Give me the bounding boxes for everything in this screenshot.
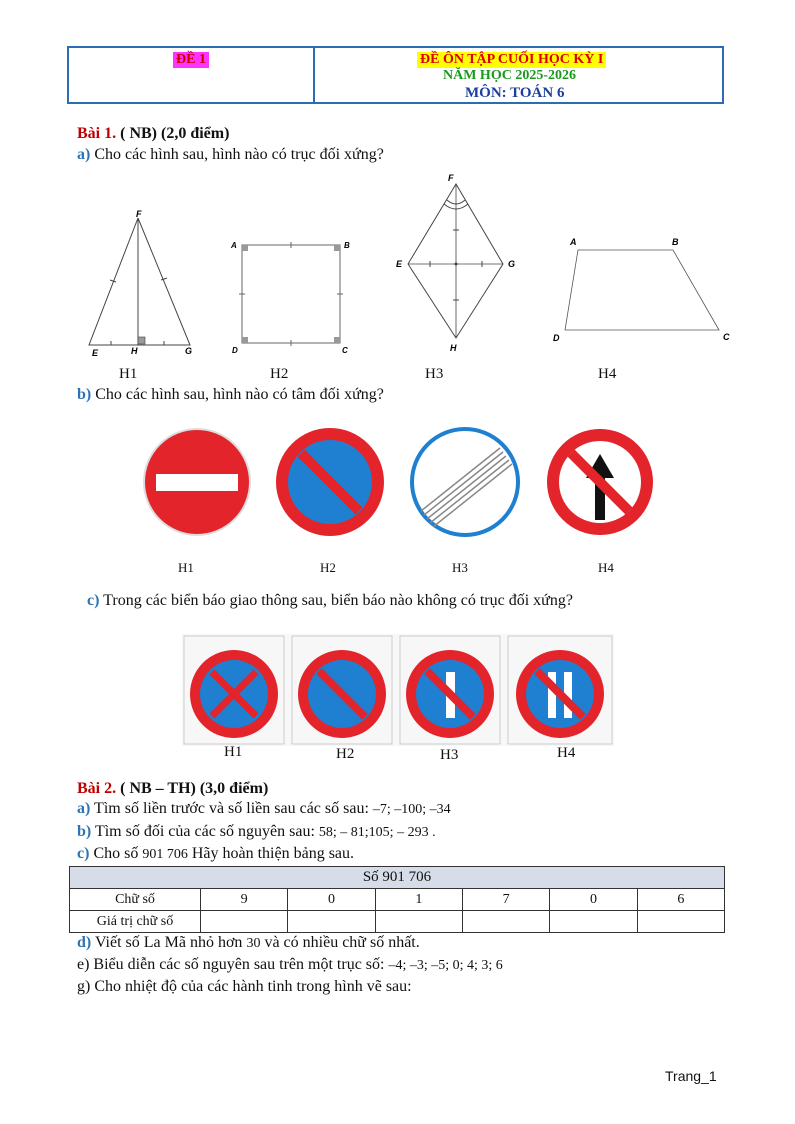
figure-h3-rhombus xyxy=(396,173,515,353)
h3-point-f: F xyxy=(448,173,454,183)
h2-point-d: D xyxy=(232,346,238,355)
sign-end-restrictions xyxy=(412,429,518,535)
bai1-a-label: a) xyxy=(77,146,91,163)
figure-h1-triangle xyxy=(89,209,192,358)
bai2-a-math: –7; –100; –34 xyxy=(372,802,451,817)
fig-c-label-1: H1 xyxy=(224,744,243,760)
table-header: Số 901 706 xyxy=(70,867,725,889)
value-cell[interactable] xyxy=(462,911,549,933)
bai2-b-label: b) xyxy=(77,823,92,840)
h1-point-mid: H xyxy=(131,346,138,356)
fig-c-label-2: H2 xyxy=(336,746,355,762)
bai1-a-text: Cho các hình sau, hình nào có trục đối xứng? xyxy=(94,146,384,163)
h1-point-right: G xyxy=(185,346,193,356)
digit-cell: 9 xyxy=(201,889,288,911)
bai2-b-math: 58; – 81;105; – 293 . xyxy=(318,825,436,840)
figure-h2-square xyxy=(230,241,350,355)
fig-c-label-3: H3 xyxy=(440,747,459,763)
row-label-value: Giá trị chữ số xyxy=(70,911,201,933)
bai2-d xyxy=(77,934,420,952)
bai2-c-text-pre: Cho số xyxy=(93,845,139,862)
bai2-c-text-post: Hãy hoàn thiện bảng sau. xyxy=(191,845,355,862)
sign-no-stopping xyxy=(190,650,278,738)
fig-b-label-4: H4 xyxy=(598,560,614,575)
h2-point-a: A xyxy=(231,241,237,250)
h1-point-left: E xyxy=(92,348,99,358)
bai1-b-label: b) xyxy=(77,386,92,403)
bai2-g-text: g) Cho nhiệt độ của các hành tinh trong hình vẽ sau: xyxy=(77,978,412,995)
fig-c-label-4: H4 xyxy=(557,745,576,761)
h3-point-h: H xyxy=(450,343,457,353)
digit-table xyxy=(69,866,725,933)
digit-cell: 0 xyxy=(550,889,637,911)
bai2-title: Bài 2. xyxy=(77,780,117,797)
h3-point-e: E xyxy=(396,259,403,269)
page-number: Trang_1 xyxy=(665,1068,717,1084)
bai2-d-text-pre: Viết số La Mã nhỏ hơn xyxy=(94,934,243,951)
h2-point-b: B xyxy=(344,241,350,250)
sign-no-parking xyxy=(276,428,384,536)
fig-b-label-2: H2 xyxy=(320,560,336,575)
bai2-tag: ( NB – TH) (3,0 điểm) xyxy=(120,780,269,797)
table-row xyxy=(70,889,725,911)
sign-no-parking-even-days xyxy=(516,650,604,738)
bai1-b-text: Cho các hình sau, hình nào có tâm đối xứng? xyxy=(95,386,384,403)
bai2-c-label: c) xyxy=(77,845,90,862)
bai2-a xyxy=(77,800,451,818)
bai2-d-text-post: và có nhiều chữ số nhất. xyxy=(264,934,420,951)
fig-a-label-2: H2 xyxy=(270,366,289,382)
digit-cell: 7 xyxy=(462,889,549,911)
bai2-e-math: –4; –3; –5; 0; 4; 3; 6 xyxy=(388,958,503,973)
bai2-c-number: 901 706 xyxy=(142,847,188,862)
bai2-d-num: 30 xyxy=(246,936,261,951)
value-cell[interactable] xyxy=(288,911,375,933)
fig-a-label-4: H4 xyxy=(598,366,617,382)
bai2-g xyxy=(77,978,412,996)
bai2-b xyxy=(77,823,436,841)
bai1-c xyxy=(87,592,573,610)
bai1-title: Bài 1. xyxy=(77,125,117,142)
exam-title: ĐỀ ÔN TẬP CUỐI HỌC KỲ I xyxy=(417,52,606,68)
bai2-a-label: a) xyxy=(77,800,91,817)
digit-cell: 6 xyxy=(637,889,724,911)
fig-a-label-1: H1 xyxy=(119,366,138,382)
h1-point-top: F xyxy=(136,209,142,219)
school-year: NĂM HỌC 2025-2026 xyxy=(443,68,576,83)
bai2-a-text: Tìm số liền trước và số liền sau các số sau: xyxy=(94,800,369,817)
bai1-c-text: Trong các biển báo giao thông sau, biển báo nào không có trục đối xứng? xyxy=(103,592,573,609)
bai2-d-label: d) xyxy=(77,934,92,951)
fig-a-label-3: H3 xyxy=(425,366,444,382)
bai1-b xyxy=(77,386,384,404)
fig-b-label-3: H3 xyxy=(452,560,468,575)
sign-no-straight xyxy=(547,429,653,535)
value-cell[interactable] xyxy=(550,911,637,933)
bai1-c-label: c) xyxy=(87,592,100,609)
h2-point-c: C xyxy=(342,346,348,355)
table-row xyxy=(70,911,725,933)
h4-point-b: B xyxy=(672,237,679,247)
h4-point-c: C xyxy=(723,332,730,342)
value-cell[interactable] xyxy=(375,911,462,933)
digit-cell: 0 xyxy=(288,889,375,911)
value-cell[interactable] xyxy=(201,911,288,933)
h4-point-a: A xyxy=(570,237,577,247)
bai2-b-text: Tìm số đối của các số nguyên sau: xyxy=(94,823,315,840)
value-cell[interactable] xyxy=(637,911,724,933)
h4-point-d: D xyxy=(553,333,560,343)
bai1-a xyxy=(77,146,384,164)
h3-point-g: G xyxy=(508,259,516,269)
exam-number: ĐỀ 1 xyxy=(173,52,209,68)
signs-row-c xyxy=(182,634,614,746)
bai2-c xyxy=(77,845,354,863)
fig-b-label-1: H1 xyxy=(178,560,194,575)
sign-no-entry xyxy=(144,429,250,535)
signs-row-b xyxy=(130,418,670,558)
bai1-tag: ( NB) (2,0 điểm) xyxy=(120,125,230,142)
digit-cell: 1 xyxy=(375,889,462,911)
sign-no-parking-odd-days xyxy=(406,650,494,738)
header-divider xyxy=(313,48,315,102)
row-label-digit: Chữ số xyxy=(70,889,201,911)
sign-no-parking-2 xyxy=(298,650,386,738)
header-box xyxy=(67,46,724,104)
bai2-e xyxy=(77,956,503,974)
bai1-heading xyxy=(77,125,229,143)
bai2-heading xyxy=(77,780,268,798)
bai2-e-text: e) Biểu diễn các số nguyên sau trên một trục số: xyxy=(77,956,385,973)
geometry-figures xyxy=(0,170,795,370)
subject: MÔN: TOÁN 6 xyxy=(465,85,565,101)
figure-h4-trapezoid xyxy=(553,237,730,343)
